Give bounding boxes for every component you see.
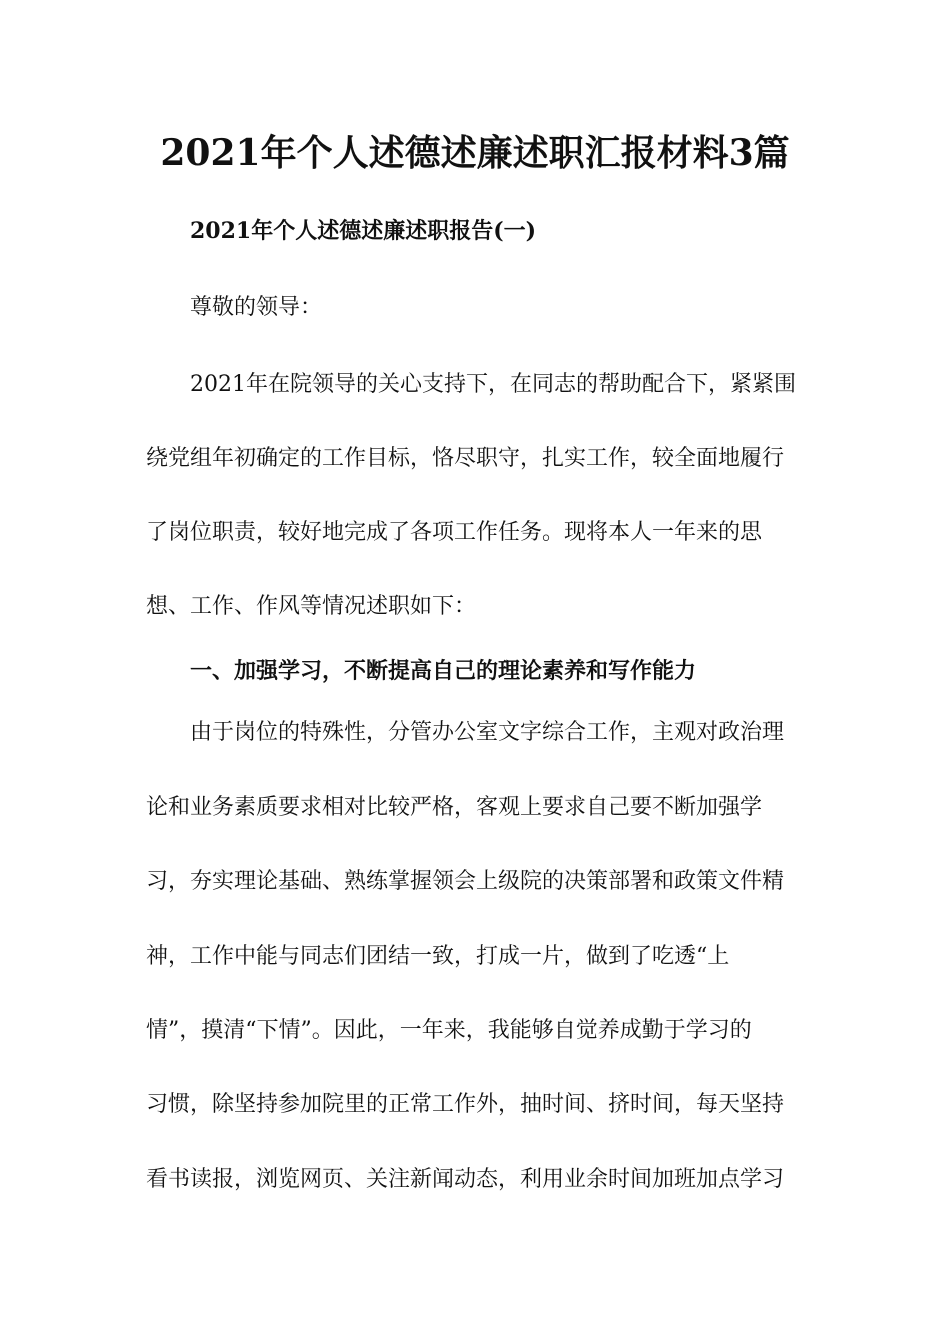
paragraph-line: 绕党组年初确定的工作目标，恪尽职守，扎实工作，较全面地履行 bbox=[146, 446, 785, 471]
document-title: 2021年个人述德述廉述职汇报材料3篇 bbox=[160, 132, 790, 174]
section-heading: 一、加强学习，不断提高自己的理论素养和写作能力 bbox=[190, 658, 697, 684]
paragraph-line: 神，工作中能与同志们团结一致，打成一片，做到了吃透“上 bbox=[146, 944, 730, 969]
section-subtitle: 2021年个人述德述廉述职报告(一) bbox=[190, 218, 537, 244]
paragraph-line: 情”，摸清“下情”。因此，一年来，我能够自觉养成勤于学习的 bbox=[146, 1018, 752, 1043]
paragraph-line: 习，夯实理论基础、熟练掌握领会上级院的决策部署和政策文件精 bbox=[146, 869, 785, 894]
paragraph-line: 由于岗位的特殊性，分管办公室文字综合工作，主观对政治理 bbox=[190, 720, 785, 745]
paragraph-line: 想、工作、作风等情况述职如下： bbox=[146, 594, 477, 619]
salutation: 尊敬的领导： bbox=[190, 295, 323, 320]
paragraph-line: 论和业务素质要求相对比较严格，客观上要求自己要不断加强学 bbox=[146, 795, 763, 820]
paragraph-line: 了岗位职责，较好地完成了各项工作任务。现将本人一年来的思 bbox=[146, 520, 763, 545]
paragraph-line: 2021年在院领导的关心支持下，在同志的帮助配合下，紧紧围 bbox=[190, 372, 796, 397]
paragraph-line: 看书读报，浏览网页、关注新闻动态，利用业余时间加班加点学习 bbox=[146, 1167, 785, 1192]
paragraph-line: 习惯，除坚持参加院里的正常工作外，抽时间、挤时间，每天坚持 bbox=[146, 1092, 785, 1117]
